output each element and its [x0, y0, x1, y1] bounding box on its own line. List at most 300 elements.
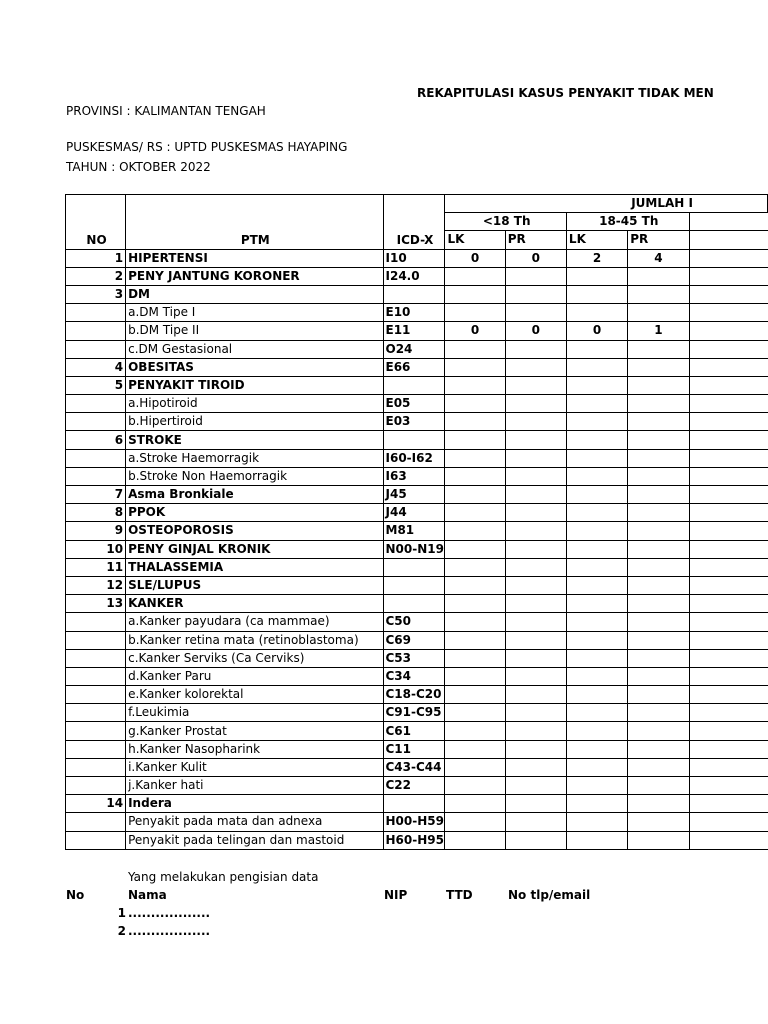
lk-under-18-cell [445, 540, 505, 558]
icd-cell: E03 [383, 413, 445, 431]
pr-under-18-cell [505, 813, 566, 831]
lk-under-18-cell [445, 431, 505, 449]
lk-18-45-cell: 2 [566, 249, 627, 267]
icd-cell [383, 285, 445, 303]
table-row [66, 413, 768, 431]
next-cell [689, 540, 767, 558]
pr-18-45-cell [628, 376, 689, 394]
row-number [66, 413, 126, 431]
row-number [66, 631, 126, 649]
footer-entry-nama-1: .................. [128, 906, 211, 920]
pr-18-45-cell [628, 449, 689, 467]
next-cell [689, 376, 767, 394]
table-row [66, 467, 768, 485]
pr-under-18-cell [505, 795, 566, 813]
pr-18-45-cell [628, 813, 689, 831]
row-number: 10 [66, 540, 126, 558]
pr-under-18-cell [505, 504, 566, 522]
lk-under-18-cell [445, 595, 505, 613]
pr-under-18-cell [505, 613, 566, 631]
lk-under-18-cell [445, 504, 505, 522]
ptm-table-viewport [65, 194, 768, 854]
ptm-cell: OBESITAS [126, 358, 383, 376]
icd-cell: C11 [383, 740, 445, 758]
next-cell [689, 431, 767, 449]
icd-cell: M81 [383, 522, 445, 540]
table-row [66, 595, 768, 613]
pr-18-45-cell [628, 558, 689, 576]
table-row [66, 340, 768, 358]
lk-18-45-cell [566, 595, 627, 613]
table-row [66, 322, 768, 340]
lk-18-45-cell [566, 467, 627, 485]
row-number: 14 [66, 795, 126, 813]
next-cell [689, 777, 767, 795]
icd-cell: E05 [383, 395, 445, 413]
pr-header-under-18: PR [505, 231, 566, 249]
pr-under-18-cell [505, 376, 566, 394]
footer-entry-no-1: 1 [117, 906, 126, 920]
pr-18-45-cell [628, 613, 689, 631]
pr-under-18-cell [505, 740, 566, 758]
pr-under-18-cell [505, 486, 566, 504]
ptm-cell: a.DM Tipe I [126, 304, 383, 322]
ptm-header-top [126, 195, 383, 213]
ptm-cell: b.Stroke Non Haemorragik [126, 467, 383, 485]
ptm-cell: Indera [126, 795, 383, 813]
pr-under-18-cell [505, 395, 566, 413]
icd-cell: I63 [383, 467, 445, 485]
pr-18-45-cell [628, 704, 689, 722]
ptm-cell: d.Kanker Paru [126, 667, 383, 685]
table-row [66, 358, 768, 376]
pr-under-18-cell [505, 667, 566, 685]
ptm-cell: g.Kanker Prostat [126, 722, 383, 740]
pr-18-45-cell [628, 522, 689, 540]
table-row [66, 540, 768, 558]
ptm-cell: Penyakit pada telingan dan mastoid [126, 831, 383, 849]
row-number: 12 [66, 576, 126, 594]
row-number [66, 831, 126, 849]
row-number: 6 [66, 431, 126, 449]
tahun-label: TAHUN : OKTOBER 2022 [66, 160, 211, 174]
table-row [66, 504, 768, 522]
icd-column-header: ICD-X [383, 231, 445, 249]
pr-under-18-cell [505, 831, 566, 849]
age-group-next [689, 213, 767, 231]
pr-18-45-cell [628, 285, 689, 303]
pr-under-18-cell [505, 431, 566, 449]
pr-under-18-cell [505, 413, 566, 431]
pr-18-45-cell [628, 667, 689, 685]
ptm-cell: a.Kanker payudara (ca mammae) [126, 613, 383, 631]
lk-under-18-cell [445, 613, 505, 631]
pr-18-45-cell [628, 686, 689, 704]
lk-18-45-cell [566, 813, 627, 831]
table-row [66, 667, 768, 685]
row-number [66, 777, 126, 795]
row-number: 4 [66, 358, 126, 376]
pr-18-45-cell [628, 740, 689, 758]
lk-under-18-cell [445, 522, 505, 540]
lk-under-18-cell [445, 831, 505, 849]
pr-18-45-cell [628, 595, 689, 613]
ptm-cell: f.Leukimia [126, 704, 383, 722]
lk-under-18-cell [445, 704, 505, 722]
footer-nama-header: Nama [128, 888, 167, 902]
table-row [66, 758, 768, 776]
table-row [66, 777, 768, 795]
row-number: 11 [66, 558, 126, 576]
row-number [66, 813, 126, 831]
pr-under-18-cell [505, 540, 566, 558]
next-cell [689, 631, 767, 649]
row-number [66, 395, 126, 413]
next-cell [689, 686, 767, 704]
lk-18-45-cell [566, 613, 627, 631]
icd-cell: H60-H95 [383, 831, 445, 849]
table-row [66, 249, 768, 267]
pr-under-18-cell [505, 467, 566, 485]
next-cell [689, 649, 767, 667]
ptm-cell: PPOK [126, 504, 383, 522]
ptm-cell: j.Kanker hati [126, 777, 383, 795]
ptm-cell: c.DM Gestasional [126, 340, 383, 358]
pr-18-45-cell [628, 486, 689, 504]
next-cell [689, 504, 767, 522]
lk-under-18-cell [445, 358, 505, 376]
icd-header-top [383, 195, 445, 213]
pr-18-45-cell [628, 340, 689, 358]
pr-18-45-cell [628, 267, 689, 285]
lk-under-18-cell [445, 285, 505, 303]
lk-18-45-cell [566, 686, 627, 704]
table-row [66, 576, 768, 594]
pr-header-18-45: PR [628, 231, 689, 249]
pr-18-45-cell [628, 540, 689, 558]
lk-18-45-cell [566, 649, 627, 667]
pr-18-45-cell [628, 831, 689, 849]
icd-cell [383, 558, 445, 576]
ptm-cell: PENYAKIT TIROID [126, 376, 383, 394]
icd-cell: C43-C44 [383, 758, 445, 776]
pr-18-45-cell [628, 576, 689, 594]
ptm-cell: e.Kanker kolorektal [126, 686, 383, 704]
icd-cell: C53 [383, 649, 445, 667]
lk-under-18-cell: 0 [445, 249, 505, 267]
table-body [66, 249, 768, 849]
lk-under-18-cell [445, 486, 505, 504]
icd-cell [383, 795, 445, 813]
table-row [66, 813, 768, 831]
lk-18-45-cell [566, 486, 627, 504]
next-cell [689, 486, 767, 504]
header-row-2 [66, 213, 768, 231]
lk-18-45-cell [566, 413, 627, 431]
next-cell [689, 249, 767, 267]
next-cell [689, 449, 767, 467]
next-cell [689, 267, 767, 285]
next-cell [689, 813, 767, 831]
ptm-cell: PENY JANTUNG KORONER [126, 267, 383, 285]
icd-cell: J44 [383, 504, 445, 522]
icd-cell: C50 [383, 613, 445, 631]
ptm-cell: Penyakit pada mata dan adnexa [126, 813, 383, 831]
icd-cell: I10 [383, 249, 445, 267]
row-number [66, 304, 126, 322]
table-row [66, 631, 768, 649]
lk-18-45-cell [566, 795, 627, 813]
table-row [66, 649, 768, 667]
next-cell [689, 285, 767, 303]
report-title: REKAPITULASI KASUS PENYAKIT TIDAK MEN [417, 86, 714, 100]
row-number: 2 [66, 267, 126, 285]
next-cell [689, 613, 767, 631]
table-row [66, 267, 768, 285]
lk-under-18-cell [445, 449, 505, 467]
row-number [66, 704, 126, 722]
footer-entry-no-2: 2 [117, 924, 126, 938]
next-cell [689, 522, 767, 540]
table-row [66, 449, 768, 467]
pr-under-18-cell [505, 285, 566, 303]
icd-cell: C61 [383, 722, 445, 740]
icd-cell: E66 [383, 358, 445, 376]
row-number [66, 613, 126, 631]
ptm-cell: HIPERTENSI [126, 249, 383, 267]
lk-under-18-cell [445, 395, 505, 413]
row-number [66, 758, 126, 776]
lk-under-18-cell [445, 467, 505, 485]
pr-18-45-cell: 4 [628, 249, 689, 267]
lk-18-45-cell [566, 831, 627, 849]
icd-cell: O24 [383, 340, 445, 358]
lk-under-18-cell [445, 304, 505, 322]
pr-18-45-cell: 1 [628, 322, 689, 340]
lk-under-18-cell [445, 576, 505, 594]
table-row [66, 795, 768, 813]
next-cell [689, 304, 767, 322]
lk-18-45-cell [566, 267, 627, 285]
ptm-cell: a.Stroke Haemorragik [126, 449, 383, 467]
row-number [66, 467, 126, 485]
footer-entry-nama-2: .................. [128, 924, 211, 938]
puskesmas-label: PUSKESMAS/ RS : UPTD PUSKESMAS HAYAPING [66, 140, 348, 154]
lk-under-18-cell [445, 777, 505, 795]
table-row [66, 722, 768, 740]
table-row [66, 304, 768, 322]
row-number: 7 [66, 486, 126, 504]
pr-18-45-cell [628, 358, 689, 376]
lk-header-18-45: LK [566, 231, 627, 249]
lk-under-18-cell [445, 667, 505, 685]
lk-under-18-cell [445, 795, 505, 813]
pr-under-18-cell [505, 758, 566, 776]
pr-under-18-cell [505, 340, 566, 358]
icd-cell [383, 431, 445, 449]
table-row [66, 558, 768, 576]
lk-18-45-cell [566, 667, 627, 685]
table-row [66, 613, 768, 631]
lk-under-18-cell: 0 [445, 322, 505, 340]
lk-under-18-cell [445, 758, 505, 776]
jumlah-group-header: JUMLAH I [445, 195, 768, 213]
lk-18-45-cell [566, 358, 627, 376]
lk-under-18-cell [445, 413, 505, 431]
ptm-cell: OSTEOPOROSIS [126, 522, 383, 540]
row-number: 1 [66, 249, 126, 267]
lk-18-45-cell [566, 449, 627, 467]
ptm-cell: PENY GINJAL KRONIK [126, 540, 383, 558]
lk-under-18-cell [445, 740, 505, 758]
ptm-cell: c.Kanker Serviks (Ca Cerviks) [126, 649, 383, 667]
row-number [66, 322, 126, 340]
pr-18-45-cell [628, 777, 689, 795]
pr-under-18-cell [505, 267, 566, 285]
lk-18-45-cell [566, 576, 627, 594]
next-cell [689, 558, 767, 576]
age-group-under-18: <18 Th [445, 213, 566, 231]
pr-under-18-cell [505, 522, 566, 540]
lk-under-18-cell [445, 813, 505, 831]
next-cell [689, 595, 767, 613]
next-cell [689, 467, 767, 485]
lk-under-18-cell [445, 722, 505, 740]
icd-cell: C22 [383, 777, 445, 795]
row-number [66, 449, 126, 467]
icd-cell: I24.0 [383, 267, 445, 285]
ptm-cell: a.Hipotiroid [126, 395, 383, 413]
table-row [66, 704, 768, 722]
pr-18-45-cell [628, 467, 689, 485]
footer-nip-header: NIP [384, 888, 408, 902]
pr-under-18-cell [505, 704, 566, 722]
pr-18-45-cell [628, 431, 689, 449]
row-number: 9 [66, 522, 126, 540]
table-row [66, 486, 768, 504]
lk-18-45-cell [566, 777, 627, 795]
next-cell [689, 340, 767, 358]
next-cell [689, 413, 767, 431]
next-cell [689, 358, 767, 376]
header-row-1 [66, 195, 768, 213]
icd-header-mid [383, 213, 445, 231]
pr-18-45-cell [628, 504, 689, 522]
lk-18-45-cell [566, 395, 627, 413]
table-row [66, 395, 768, 413]
icd-cell: I60-I62 [383, 449, 445, 467]
pr-18-45-cell [628, 795, 689, 813]
pr-under-18-cell [505, 649, 566, 667]
no-column-header: NO [66, 231, 126, 249]
pr-under-18-cell [505, 358, 566, 376]
next-cell [689, 722, 767, 740]
icd-cell: C18-C20 [383, 686, 445, 704]
row-number [66, 740, 126, 758]
footer-contact-header: No tlp/email [508, 888, 591, 902]
next-cell [689, 667, 767, 685]
row-number [66, 667, 126, 685]
lk-under-18-cell [445, 686, 505, 704]
ptm-cell: b.Hipertiroid [126, 413, 383, 431]
next-cell [689, 395, 767, 413]
header-row-3 [66, 231, 768, 249]
lk-18-45-cell [566, 631, 627, 649]
lk-under-18-cell [445, 376, 505, 394]
ptm-table [65, 194, 768, 850]
sex-header-next [689, 231, 767, 249]
lk-under-18-cell [445, 340, 505, 358]
pr-under-18-cell [505, 558, 566, 576]
ptm-cell: THALASSEMIA [126, 558, 383, 576]
next-cell [689, 740, 767, 758]
next-cell [689, 322, 767, 340]
row-number: 13 [66, 595, 126, 613]
lk-18-45-cell [566, 704, 627, 722]
next-cell [689, 704, 767, 722]
row-number: 3 [66, 285, 126, 303]
icd-cell [383, 376, 445, 394]
icd-cell: C91-C95 [383, 704, 445, 722]
pr-under-18-cell [505, 686, 566, 704]
lk-18-45-cell [566, 758, 627, 776]
ptm-cell: STROKE [126, 431, 383, 449]
table-row [66, 686, 768, 704]
next-cell [689, 795, 767, 813]
lk-under-18-cell [445, 267, 505, 285]
pr-18-45-cell [628, 649, 689, 667]
next-cell [689, 576, 767, 594]
ptm-cell: h.Kanker Nasopharink [126, 740, 383, 758]
pr-under-18-cell: 0 [505, 249, 566, 267]
pr-under-18-cell [505, 722, 566, 740]
no-header-mid [66, 213, 126, 231]
icd-cell: C69 [383, 631, 445, 649]
table-row [66, 285, 768, 303]
lk-18-45-cell [566, 376, 627, 394]
icd-cell [383, 576, 445, 594]
pr-18-45-cell [628, 722, 689, 740]
pr-under-18-cell [505, 449, 566, 467]
lk-18-45-cell [566, 522, 627, 540]
lk-18-45-cell [566, 285, 627, 303]
table-row [66, 831, 768, 849]
row-number: 5 [66, 376, 126, 394]
ptm-cell: DM [126, 285, 383, 303]
icd-cell: E11 [383, 322, 445, 340]
pr-18-45-cell [628, 395, 689, 413]
footer-ttd-header: TTD [446, 888, 473, 902]
lk-18-45-cell [566, 340, 627, 358]
footer-caption: Yang melakukan pengisian data [128, 870, 319, 884]
pr-18-45-cell [628, 413, 689, 431]
icd-cell: N00-N19 [383, 540, 445, 558]
ptm-cell: b.Kanker retina mata (retinoblastoma) [126, 631, 383, 649]
lk-18-45-cell [566, 504, 627, 522]
table-row [66, 376, 768, 394]
pr-under-18-cell [505, 304, 566, 322]
age-group-18-45: 18-45 Th [566, 213, 689, 231]
ptm-cell: KANKER [126, 595, 383, 613]
pr-under-18-cell: 0 [505, 322, 566, 340]
pr-under-18-cell [505, 576, 566, 594]
pr-under-18-cell [505, 631, 566, 649]
footer-no-header: No [66, 888, 85, 902]
ptm-cell: Asma Bronkiale [126, 486, 383, 504]
next-cell [689, 831, 767, 849]
lk-under-18-cell [445, 649, 505, 667]
pr-18-45-cell [628, 304, 689, 322]
